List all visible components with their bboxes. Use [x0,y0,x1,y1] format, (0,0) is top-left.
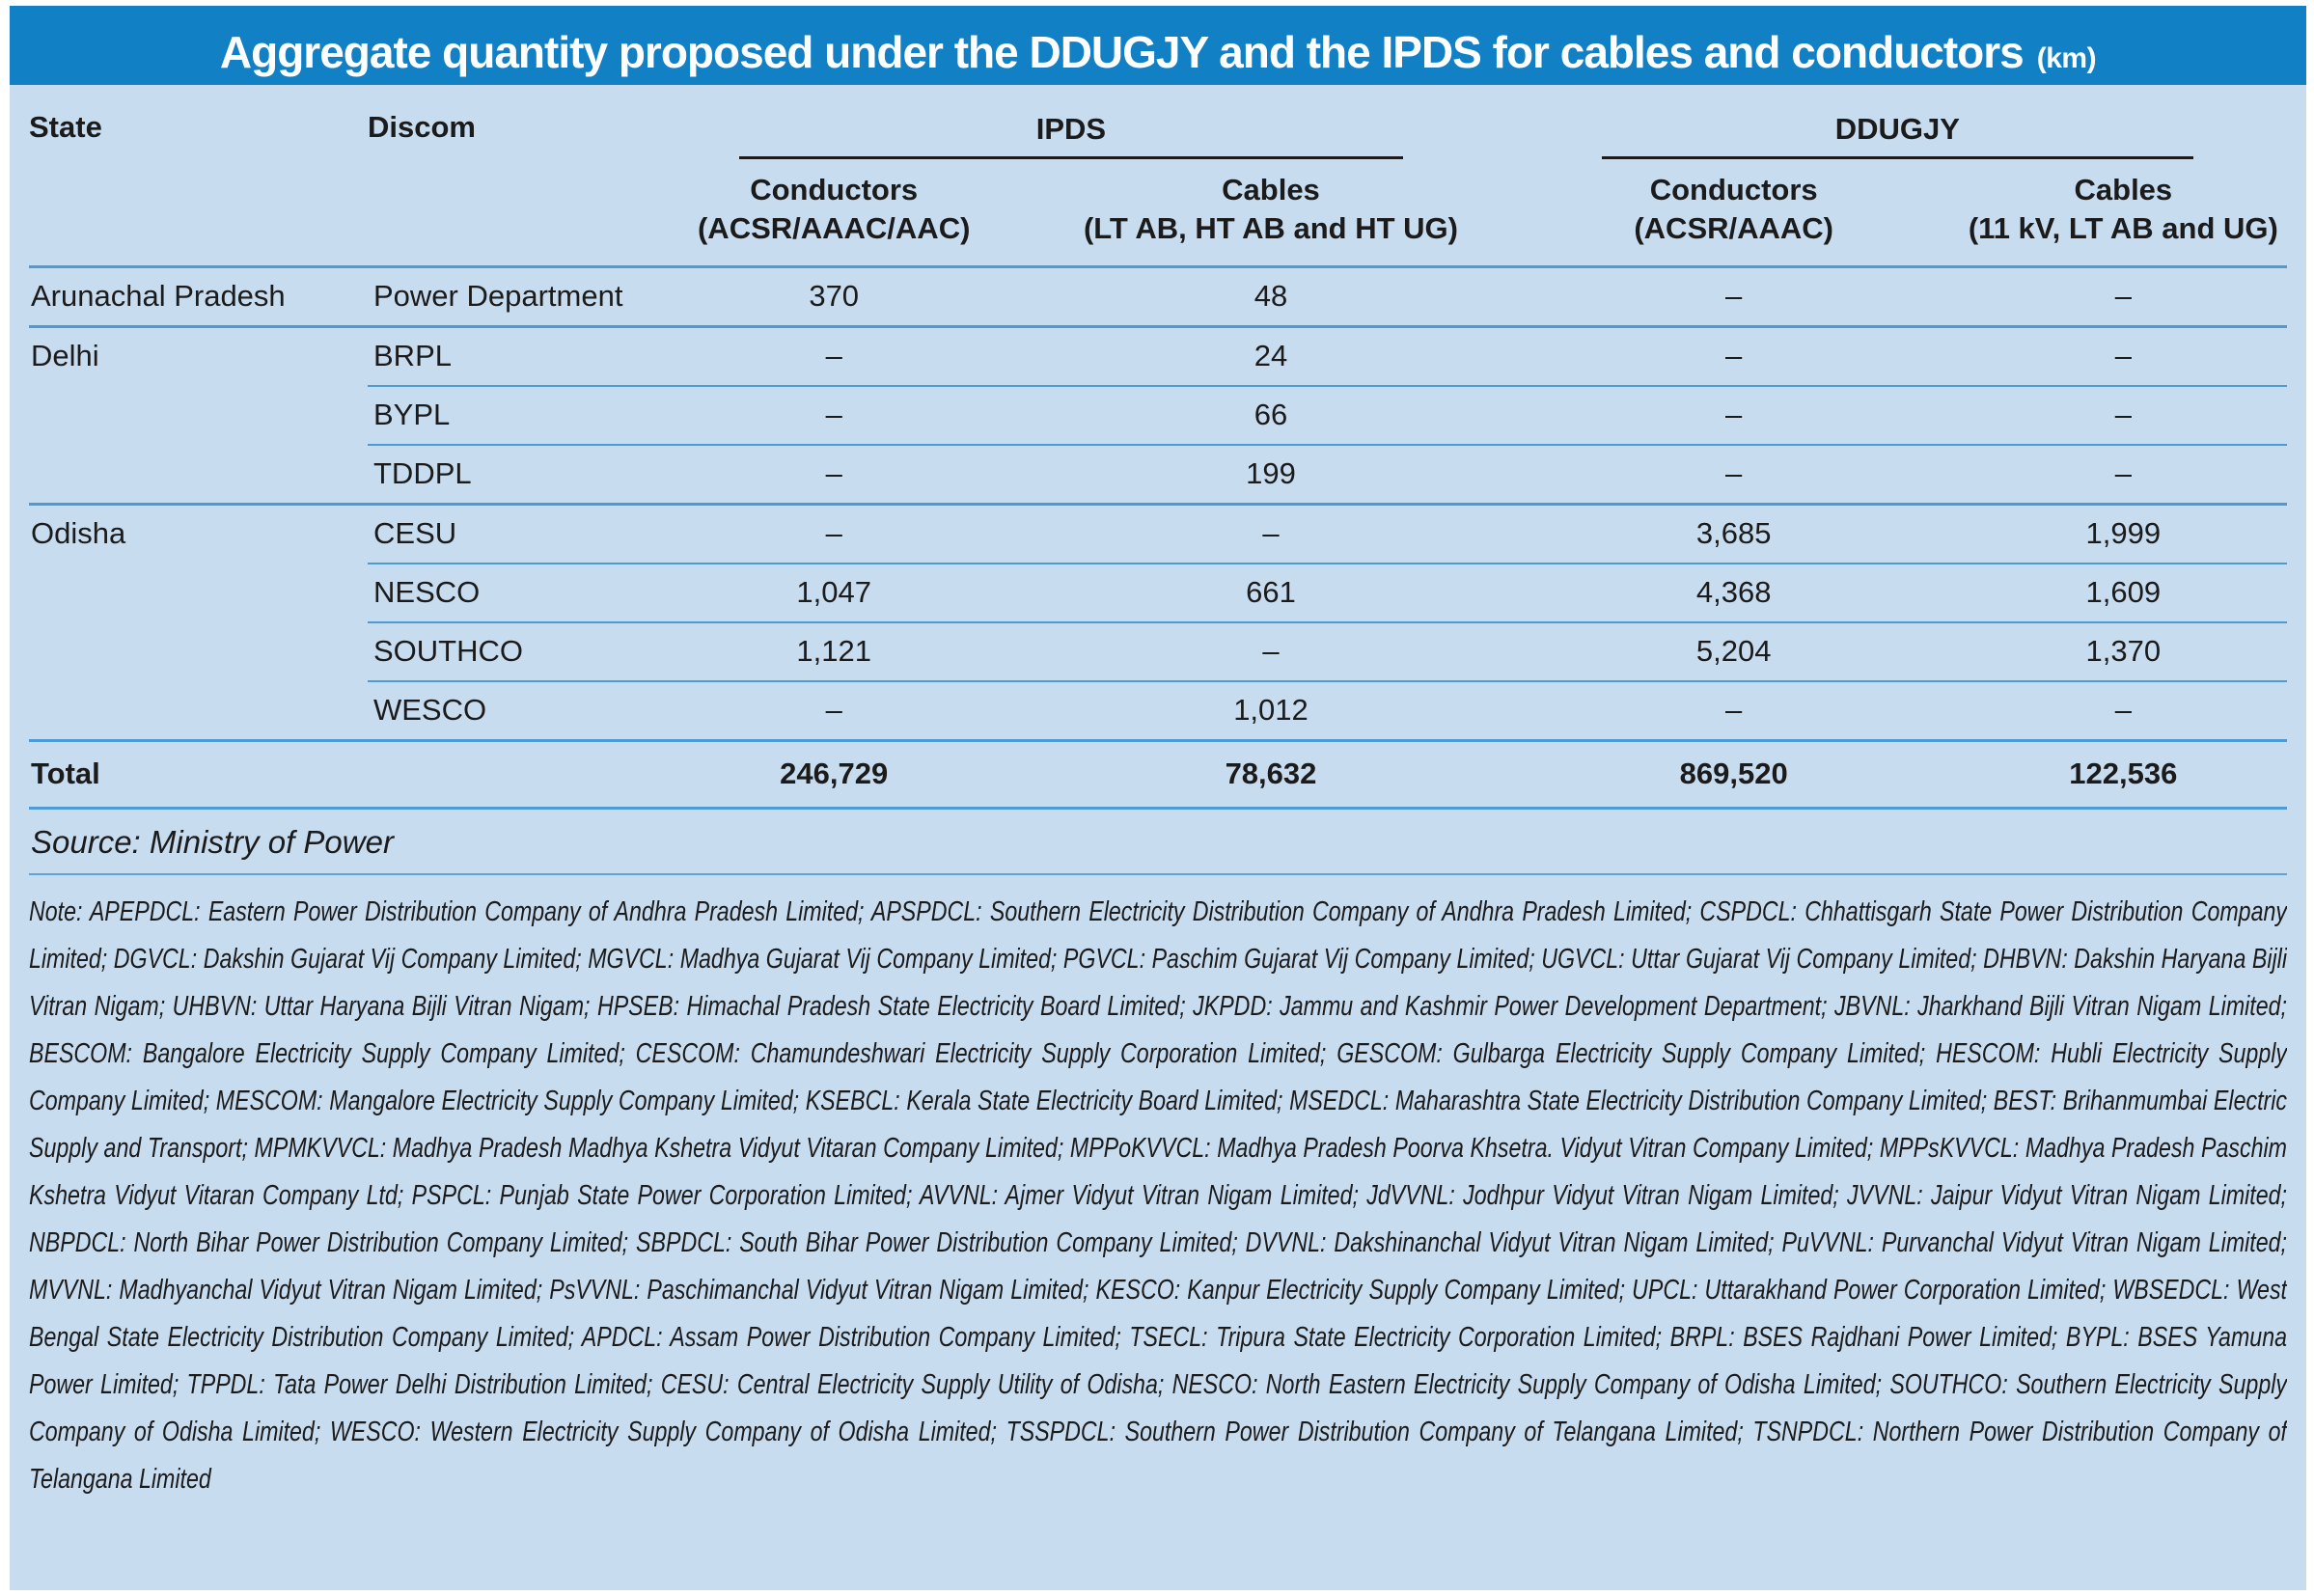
value-cell: 1,012 [1033,681,1507,741]
value-cell: – [634,327,1033,387]
value-cell: 1,609 [1960,564,2287,622]
value-cell: 1,370 [1960,622,2287,681]
report-table-panel [10,6,2306,1590]
value-cell: – [1033,505,1507,564]
table-title-wrap [220,19,2096,85]
value-cell: – [1033,622,1507,681]
value-cell: 66 [1033,386,1507,445]
table-row [29,386,2287,445]
value-cell: – [1960,445,2287,505]
table-row [29,505,2287,564]
state-cell [29,622,368,681]
total-value-cell: 869,520 [1508,741,1960,809]
group-header-ddugjy [1508,85,2287,159]
quantity-table [29,85,2287,810]
value-cell: 199 [1033,445,1507,505]
value-cell: 5,204 [1508,622,1960,681]
subheader-spec: (11 kV, LT AB and UG) [1968,211,2278,245]
value-cell: – [1508,445,1960,505]
state-cell: Arunachal Pradesh [29,267,368,327]
table-row [29,564,2287,622]
header-spacer-state [29,159,368,267]
value-cell: 1,999 [1960,505,2287,564]
subheader-label: Conductors [1649,173,1818,206]
group-label-ddugjy: DDUGJY [1834,112,1960,146]
value-cell: – [634,386,1033,445]
total-label: Total [29,741,368,809]
value-cell: 3,685 [1508,505,1960,564]
subheader-spec: (LT AB, HT AB and HT UG) [1083,211,1458,245]
discom-cell: CESU [368,505,634,564]
value-cell: – [634,445,1033,505]
subheader-label: Conductors [750,173,919,206]
table-row [29,267,2287,327]
value-cell: 661 [1033,564,1507,622]
table-title: Aggregate quantity proposed under the DDUGJY and the IPDS for cables and conductors [219,27,2024,77]
table-row [29,622,2287,681]
table-row [29,327,2287,387]
state-cell [29,445,368,505]
total-row [29,741,2287,809]
discom-cell: WESCO [368,681,634,741]
value-cell: 4,368 [1508,564,1960,622]
table-row [29,445,2287,505]
table-row [29,681,2287,741]
state-cell [29,386,368,445]
subheader-label: Cables [2074,173,2173,206]
total-empty-cell [368,741,634,809]
value-cell: – [1508,386,1960,445]
state-cell [29,681,368,741]
value-cell: – [1508,327,1960,387]
value-cell: – [1960,267,2287,327]
table-title-unit: (km) [2036,42,2097,74]
column-header-state: State [29,110,102,144]
value-cell: – [1960,327,2287,387]
subheader-spec: (ACSR/AAAC) [1634,211,1833,245]
state-cell [29,564,368,622]
source-line: Source: Ministry of Power [29,810,2287,875]
discom-cell: BRPL [368,327,634,387]
discom-cell: TDDPL [368,445,634,505]
value-cell: – [1960,386,2287,445]
total-value-cell: 246,729 [634,741,1033,809]
subheader-spec: (ACSR/AAAC/AAC) [697,211,971,245]
state-cell: Odisha [31,516,126,550]
value-cell: – [634,505,1033,564]
value-cell: – [634,681,1033,741]
state-cell: Delhi [31,339,99,372]
value-cell: 24 [1033,327,1507,387]
subheader-ipds-conductors [634,159,1033,267]
group-label-ipds: IPDS [1035,112,1107,146]
value-cell: 1,047 [634,564,1033,622]
discom-cell: SOUTHCO [368,622,634,681]
group-header-ipds [634,85,1508,159]
note-text: Note: APEPDCL: Eastern Power Distribution Company of Andhra Pradesh Limited; APSPDCL: Southern Electricity Distribution Company of Andhra Pradesh Limited; CSPDCL: Chhattisgarh State Power Distribution Company Limited; DGVCL: Dakshin Gujarat Vij Company Limited; MGVCL: Madhya Gujarat Vij Company Limited; PGVCL: Paschim Gujarat Vij Company Limited; UGVCL: Uttar Gujarat Vij Company Limited; DHBVN: Dakshin Haryana Bijli Vitran Nigam; UHBVN: Uttar Haryana Bijli Vitran Nigam; HPSEB: Himachal Pradesh State Electricity Board Limited; JKPDD: Jammu and Kashmir Power Development Department; JBVNL: Jharkhand Bijli Vitran Nigam Limited; BESCOM: Bangalore Electricity Supply Company Limited; CESCOM: Chamundeshwari Electricity Supply Corporation Limited; GESCOM: Gulbarga Electricity Supply Company Limited; HESCOM: Hubli Electricity Supply Company Limited; MESCOM: Mangalore Electricity Supply Company Limited; KSEBCL: Kerala State Electricity Board Limited; MSEDCL: Maharashtra State Electricity Distribution Company Limited; BEST: Brihanmumbai Electric Supply and Transport; MPMKVVCL: Madhya Pradesh Madhya Kshetra Vidyut Vitaran Company Limited; MPPoKVVCL: Madhya Pradesh Poorva Khsetra. Vidyut Vitran Company Limited; MPPsKVVCL: Madhya Pradesh Paschim Kshetra Vidyut Vitaran Company Ltd; PSPCL: Punjab State Power Corporation Limited; AVVNL: Ajmer Vidyut Vitran Nigam Limited; JdVVNL: Jodhpur Vidyut Vitran Nigam Limited; JVVNL: Jaipur Vidyut Vitran Nigam Limited; NBPDCL: North Bihar Power Distribution Company Limited; SBPDCL: South Bihar Power Distribution Company Limited; DVVNL: Dakshinanchal Vidyut Vitran Nigam Limited; PuVVNL: Purvanchal Vidyut Vitran Nigam Limited; MVVNL: Madhyanchal Vidyut Vitran Nigam Limited; PsVVNL: Paschimanchal Vidyut Vitran Nigam Limited; KESCO: Kanpur Electricity Supply Company Limited; UPCL: Uttarakhand Power Corporation Limited; WBSEDCL: West Bengal State Electricity Distribution Company Limited; APDCL: Assam Power Distribution Company Limited; TSECL: Tripura State Electricity Corporation Limited; BRPL: BSES Rajdhani Power Limited; BYPL: BSES Yamuna Power Limited; TPPDL: Tata Power Delhi Distribution Limited; CESU: Central Electricity Supply Utility of Odisha; NESCO: North Eastern Electricity Supply Company of Odisha Limited; SOUTHCO: Southern Electricity Supply Company of Odisha Limited; WESCO: Western Electricity Supply Company of Odisha Limited; TSSPDCL: Southern Power Distribution Company of Telangana Limited; TSNPDCL: Northern Power Distribution Company of Telangana Limited [29,896,2287,1495]
total-value-cell: 78,632 [1033,741,1507,809]
table-header [29,85,2287,267]
header-spacer-discom [368,159,634,267]
subheader-ddugjy-conductors [1508,159,1960,267]
value-cell: 1,121 [634,622,1033,681]
value-cell: 48 [1033,267,1507,327]
discom-cell: NESCO [368,564,634,622]
table-title-bar [10,6,2306,85]
value-cell: – [1960,681,2287,741]
subheader-ddugjy-cables [1960,159,2287,267]
subheader-ipds-cables [1033,159,1507,267]
column-header-discom: Discom [368,110,476,144]
note-block [29,875,2287,1503]
value-cell: 370 [634,267,1033,327]
subheader-label: Cables [1222,173,1320,206]
value-cell: – [1508,681,1960,741]
discom-cell: Power Department [368,267,634,327]
value-cell: – [1508,267,1960,327]
total-value-cell: 122,536 [1960,741,2287,809]
discom-cell: BYPL [368,386,634,445]
